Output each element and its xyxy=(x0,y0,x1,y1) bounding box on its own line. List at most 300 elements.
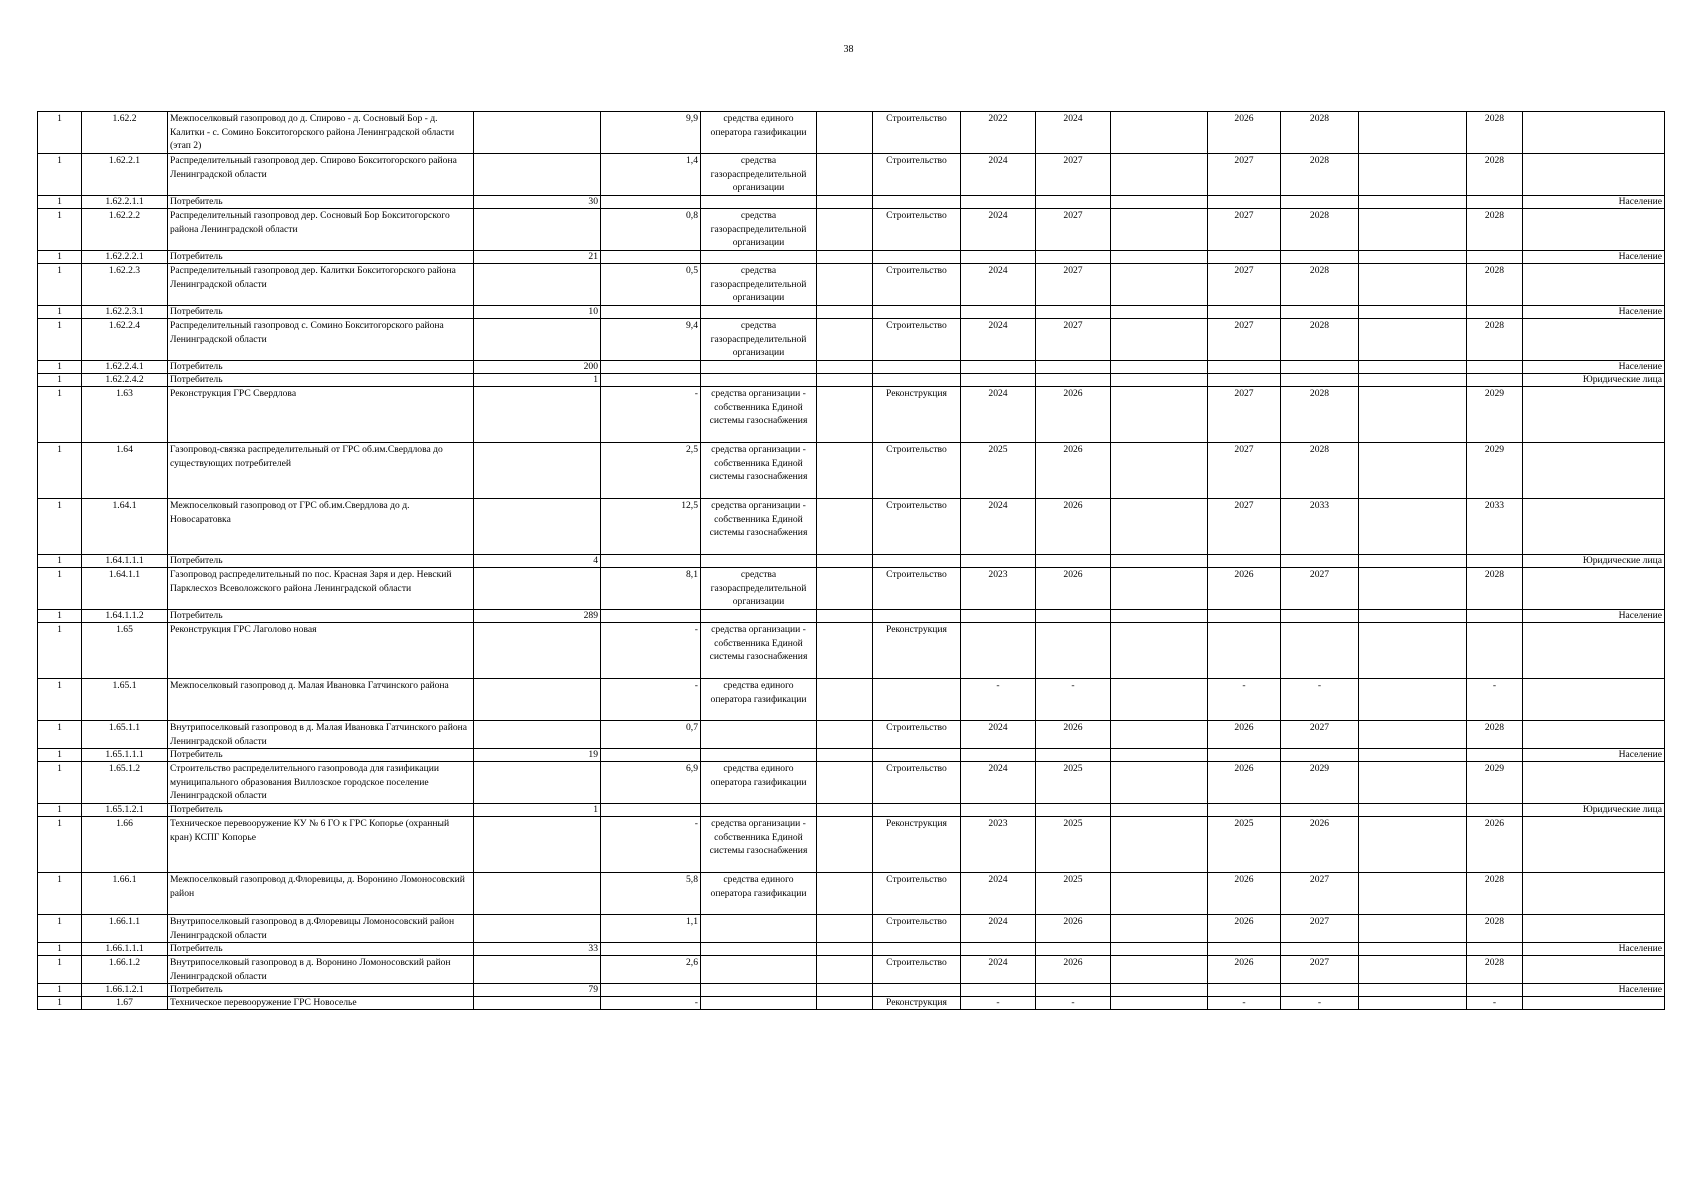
year-5: 2028 xyxy=(1467,721,1523,749)
row-code: 1.62.2 xyxy=(82,112,168,154)
row-code: 1.62.2.4.2 xyxy=(82,374,168,387)
year-end: 2026 xyxy=(1036,387,1111,443)
consumer-count xyxy=(474,873,601,915)
work-type xyxy=(873,679,961,721)
empty-cell xyxy=(817,817,873,873)
work-type: Строительство xyxy=(873,264,961,306)
object-name: Потребитель xyxy=(168,804,474,817)
funding-source xyxy=(701,943,817,956)
row-number: 1 xyxy=(38,721,82,749)
empty-cell xyxy=(1359,623,1467,679)
year-end: - xyxy=(1036,679,1111,721)
year-4: - xyxy=(1281,997,1359,1010)
year-start: - xyxy=(961,679,1036,721)
work-type xyxy=(873,555,961,568)
year-start: 2023 xyxy=(961,817,1036,873)
work-type: Строительство xyxy=(873,956,961,984)
empty-cell xyxy=(817,443,873,499)
object-name: Межпоселковый газопровод от ГРС об.им.Свердлова до д. Новосаратовка xyxy=(168,499,474,555)
row-code: 1.66.1.1.1 xyxy=(82,943,168,956)
pipeline-length: - xyxy=(601,623,701,679)
table-row xyxy=(38,319,1665,361)
table-row xyxy=(38,499,1665,555)
table-row xyxy=(38,154,1665,196)
consumer-count: 1 xyxy=(474,804,601,817)
year-start: 2024 xyxy=(961,915,1036,943)
empty-cell xyxy=(1359,873,1467,915)
row-number: 1 xyxy=(38,374,82,387)
work-type: Строительство xyxy=(873,154,961,196)
empty-cell xyxy=(1359,568,1467,610)
year-5 xyxy=(1467,196,1523,209)
table-row xyxy=(38,873,1665,915)
year-5: 2028 xyxy=(1467,264,1523,306)
funding-source: средства единого оператора газификации xyxy=(701,679,817,721)
empty-cell xyxy=(1111,112,1208,154)
empty-cell xyxy=(1111,956,1208,984)
row-code: 1.64 xyxy=(82,443,168,499)
consumer-category xyxy=(1523,721,1665,749)
row-code: 1.66.1.2.1 xyxy=(82,984,168,997)
year-3 xyxy=(1208,361,1281,374)
empty-cell xyxy=(1111,997,1208,1010)
object-name: Потребитель xyxy=(168,374,474,387)
year-3: 2027 xyxy=(1208,387,1281,443)
row-code: 1.62.2.1.1 xyxy=(82,196,168,209)
year-3: 2027 xyxy=(1208,499,1281,555)
consumer-category xyxy=(1523,956,1665,984)
work-type xyxy=(873,749,961,762)
table-row xyxy=(38,623,1665,679)
table-row xyxy=(38,251,1665,264)
year-end xyxy=(1036,361,1111,374)
row-number: 1 xyxy=(38,251,82,264)
year-end: 2025 xyxy=(1036,762,1111,804)
empty-cell xyxy=(817,873,873,915)
table-row xyxy=(38,762,1665,804)
empty-cell xyxy=(1359,943,1467,956)
work-type xyxy=(873,251,961,264)
empty-cell xyxy=(1359,679,1467,721)
empty-cell xyxy=(1359,555,1467,568)
consumer-category xyxy=(1523,387,1665,443)
empty-cell xyxy=(1111,721,1208,749)
funding-source: средства единого оператора газификации xyxy=(701,873,817,915)
row-number: 1 xyxy=(38,956,82,984)
empty-cell xyxy=(817,804,873,817)
object-name: Межпоселковый газопровод д.Флоревицы, д. Воронино Ломоносовский район xyxy=(168,873,474,915)
consumer-count xyxy=(474,997,601,1010)
year-5 xyxy=(1467,623,1523,679)
row-number: 1 xyxy=(38,679,82,721)
year-start: - xyxy=(961,997,1036,1010)
object-name: Реконструкция ГРС Лаголово новая xyxy=(168,623,474,679)
year-3 xyxy=(1208,610,1281,623)
row-number: 1 xyxy=(38,555,82,568)
table-row xyxy=(38,264,1665,306)
year-4: 2028 xyxy=(1281,319,1359,361)
year-4 xyxy=(1281,306,1359,319)
year-5 xyxy=(1467,749,1523,762)
year-3 xyxy=(1208,749,1281,762)
year-5 xyxy=(1467,555,1523,568)
pipeline-length: - xyxy=(601,387,701,443)
empty-cell xyxy=(817,112,873,154)
year-4 xyxy=(1281,749,1359,762)
object-name: Строительство распределительного газопровода для газификации муниципального образования Виллозское городское поселение Ленинградской области xyxy=(168,762,474,804)
year-4 xyxy=(1281,984,1359,997)
table-row xyxy=(38,956,1665,984)
funding-source xyxy=(701,196,817,209)
consumer-count xyxy=(474,387,601,443)
funding-source: средства газораспределительной организации xyxy=(701,568,817,610)
consumer-category: Население xyxy=(1523,749,1665,762)
empty-cell xyxy=(1359,443,1467,499)
table-row xyxy=(38,196,1665,209)
year-4: 2027 xyxy=(1281,721,1359,749)
object-name: Распределительный газопровод дер. Калитки Бокситогорского района Ленинградской области xyxy=(168,264,474,306)
consumer-category: Юридические лица xyxy=(1523,555,1665,568)
year-end: 2026 xyxy=(1036,443,1111,499)
year-5: 2029 xyxy=(1467,387,1523,443)
object-name: Межпоселковый газопровод до д. Спирово - д. Сосновый Бор - д. Калитки - с. Сомино Бокситогорского района Ленинградской области (этап 2) xyxy=(168,112,474,154)
year-4 xyxy=(1281,374,1359,387)
row-number: 1 xyxy=(38,499,82,555)
consumer-count: 200 xyxy=(474,361,601,374)
year-start: 2024 xyxy=(961,387,1036,443)
table-row xyxy=(38,749,1665,762)
pipeline-length xyxy=(601,306,701,319)
year-3 xyxy=(1208,374,1281,387)
row-number: 1 xyxy=(38,817,82,873)
consumer-count xyxy=(474,679,601,721)
row-code: 1.65.1.2 xyxy=(82,762,168,804)
work-type: Строительство xyxy=(873,209,961,251)
empty-cell xyxy=(1111,984,1208,997)
pipeline-length: 9,4 xyxy=(601,319,701,361)
consumer-category xyxy=(1523,154,1665,196)
year-4 xyxy=(1281,943,1359,956)
empty-cell xyxy=(1111,387,1208,443)
year-5: 2028 xyxy=(1467,319,1523,361)
work-type: Реконструкция xyxy=(873,387,961,443)
table-row xyxy=(38,915,1665,943)
year-4 xyxy=(1281,196,1359,209)
year-5: 2028 xyxy=(1467,112,1523,154)
row-number: 1 xyxy=(38,196,82,209)
funding-source xyxy=(701,984,817,997)
year-4 xyxy=(1281,555,1359,568)
year-3 xyxy=(1208,196,1281,209)
work-type xyxy=(873,804,961,817)
year-start xyxy=(961,623,1036,679)
work-type xyxy=(873,943,961,956)
consumer-category xyxy=(1523,319,1665,361)
year-5: 2026 xyxy=(1467,817,1523,873)
object-name: Газопровод распределительный по пос. Красная Заря и дер. Невский Парклесхоз Всеволожского района Ленинградской области xyxy=(168,568,474,610)
consumer-count xyxy=(474,319,601,361)
row-code: 1.62.2.3.1 xyxy=(82,306,168,319)
year-3: - xyxy=(1208,997,1281,1010)
year-end: 2027 xyxy=(1036,264,1111,306)
year-end: 2027 xyxy=(1036,154,1111,196)
table-row xyxy=(38,112,1665,154)
pipeline-length: 12,5 xyxy=(601,499,701,555)
consumer-category xyxy=(1523,443,1665,499)
year-3 xyxy=(1208,804,1281,817)
year-start: 2024 xyxy=(961,721,1036,749)
year-3 xyxy=(1208,555,1281,568)
table-row xyxy=(38,943,1665,956)
funding-source xyxy=(701,721,817,749)
empty-cell xyxy=(1359,251,1467,264)
year-5: 2028 xyxy=(1467,915,1523,943)
year-5: 2029 xyxy=(1467,443,1523,499)
funding-source xyxy=(701,361,817,374)
object-name: Техническое перевооружение КУ № 6 ГО к ГРС Копорье (охранный кран) КСПГ Копорье xyxy=(168,817,474,873)
work-type xyxy=(873,984,961,997)
year-end xyxy=(1036,196,1111,209)
row-code: 1.66.1.1 xyxy=(82,915,168,943)
pipeline-length xyxy=(601,361,701,374)
empty-cell xyxy=(817,319,873,361)
year-5 xyxy=(1467,361,1523,374)
consumer-category: Юридические лица xyxy=(1523,804,1665,817)
empty-cell xyxy=(1111,749,1208,762)
consumer-category xyxy=(1523,499,1665,555)
object-name: Распределительный газопровод дер. Сосновый Бор Бокситогорского района Ленинградской области xyxy=(168,209,474,251)
funding-source: средства газораспределительной организации xyxy=(701,209,817,251)
funding-source: средства организации - собственника Единой системы газоснабжения xyxy=(701,817,817,873)
pipeline-length: 5,8 xyxy=(601,873,701,915)
table-row xyxy=(38,443,1665,499)
empty-cell xyxy=(817,762,873,804)
empty-cell xyxy=(1359,319,1467,361)
empty-cell xyxy=(1359,387,1467,443)
row-number: 1 xyxy=(38,209,82,251)
work-type: Строительство xyxy=(873,873,961,915)
pipeline-length: 9,9 xyxy=(601,112,701,154)
table-row xyxy=(38,817,1665,873)
year-3: 2027 xyxy=(1208,154,1281,196)
consumer-count xyxy=(474,443,601,499)
table-row xyxy=(38,679,1665,721)
empty-cell xyxy=(817,196,873,209)
empty-cell xyxy=(1111,623,1208,679)
year-3: 2025 xyxy=(1208,817,1281,873)
pipeline-length: - xyxy=(601,817,701,873)
year-4 xyxy=(1281,610,1359,623)
funding-source: средства организации - собственника Единой системы газоснабжения xyxy=(701,443,817,499)
year-3: 2026 xyxy=(1208,915,1281,943)
funding-source xyxy=(701,555,817,568)
consumer-count: 4 xyxy=(474,555,601,568)
object-name: Потребитель xyxy=(168,251,474,264)
consumer-category: Население xyxy=(1523,943,1665,956)
empty-cell xyxy=(1359,499,1467,555)
year-start xyxy=(961,251,1036,264)
empty-cell xyxy=(1359,361,1467,374)
empty-cell xyxy=(817,209,873,251)
year-5: 2028 xyxy=(1467,568,1523,610)
empty-cell xyxy=(817,499,873,555)
empty-cell xyxy=(1359,112,1467,154)
object-name: Газопровод-связка распределительный от ГРС об.им.Свердлова до существующих потребителей xyxy=(168,443,474,499)
consumer-category xyxy=(1523,679,1665,721)
year-end: 2026 xyxy=(1036,956,1111,984)
empty-cell xyxy=(1111,817,1208,873)
pipeline-length: 6,9 xyxy=(601,762,701,804)
year-end xyxy=(1036,374,1111,387)
row-code: 1.65.1.2.1 xyxy=(82,804,168,817)
empty-cell xyxy=(817,943,873,956)
row-code: 1.66.1.2 xyxy=(82,956,168,984)
funding-source: средства газораспределительной организации xyxy=(701,154,817,196)
work-type xyxy=(873,306,961,319)
object-name: Техническое перевооружение ГРС Новоселье xyxy=(168,997,474,1010)
year-end: 2027 xyxy=(1036,209,1111,251)
year-start: 2023 xyxy=(961,568,1036,610)
object-name: Потребитель xyxy=(168,361,474,374)
consumer-category xyxy=(1523,873,1665,915)
year-5 xyxy=(1467,251,1523,264)
row-code: 1.64.1.1 xyxy=(82,568,168,610)
row-number: 1 xyxy=(38,762,82,804)
empty-cell xyxy=(817,997,873,1010)
year-start: 2024 xyxy=(961,499,1036,555)
year-3: - xyxy=(1208,679,1281,721)
funding-source: средства единого оператора газификации xyxy=(701,112,817,154)
row-code: 1.65 xyxy=(82,623,168,679)
year-4: 2027 xyxy=(1281,873,1359,915)
year-end xyxy=(1036,555,1111,568)
year-end xyxy=(1036,610,1111,623)
year-3 xyxy=(1208,306,1281,319)
empty-cell xyxy=(1111,319,1208,361)
consumer-category xyxy=(1523,623,1665,679)
consumer-count: 33 xyxy=(474,943,601,956)
year-3: 2027 xyxy=(1208,209,1281,251)
year-4: 2033 xyxy=(1281,499,1359,555)
year-start xyxy=(961,361,1036,374)
row-code: 1.65.1 xyxy=(82,679,168,721)
year-4 xyxy=(1281,361,1359,374)
empty-cell xyxy=(817,915,873,943)
empty-cell xyxy=(1111,196,1208,209)
year-3: 2027 xyxy=(1208,264,1281,306)
year-start: 2024 xyxy=(961,956,1036,984)
year-start xyxy=(961,984,1036,997)
row-number: 1 xyxy=(38,306,82,319)
pipeline-length xyxy=(601,610,701,623)
empty-cell xyxy=(817,264,873,306)
row-number: 1 xyxy=(38,154,82,196)
year-3: 2026 xyxy=(1208,956,1281,984)
object-name: Потребитель xyxy=(168,943,474,956)
empty-cell xyxy=(1111,209,1208,251)
empty-cell xyxy=(1359,374,1467,387)
empty-cell xyxy=(1359,817,1467,873)
year-3 xyxy=(1208,251,1281,264)
year-end xyxy=(1036,749,1111,762)
empty-cell xyxy=(1111,264,1208,306)
row-number: 1 xyxy=(38,984,82,997)
row-code: 1.64.1 xyxy=(82,499,168,555)
consumer-category: Население xyxy=(1523,984,1665,997)
empty-cell xyxy=(1359,997,1467,1010)
consumer-count xyxy=(474,762,601,804)
year-3: 2026 xyxy=(1208,762,1281,804)
consumer-count xyxy=(474,956,601,984)
pipeline-length: 1,4 xyxy=(601,154,701,196)
pipeline-length: 0,5 xyxy=(601,264,701,306)
funding-source xyxy=(701,915,817,943)
year-end: 2024 xyxy=(1036,112,1111,154)
consumer-category xyxy=(1523,568,1665,610)
work-type: Строительство xyxy=(873,499,961,555)
year-start xyxy=(961,555,1036,568)
consumer-category xyxy=(1523,209,1665,251)
table-row xyxy=(38,209,1665,251)
empty-cell xyxy=(1359,264,1467,306)
pipeline-length: 8,1 xyxy=(601,568,701,610)
work-type: Строительство xyxy=(873,443,961,499)
pipeline-length xyxy=(601,749,701,762)
empty-cell xyxy=(817,555,873,568)
pipeline-length xyxy=(601,374,701,387)
consumer-count xyxy=(474,209,601,251)
year-3 xyxy=(1208,943,1281,956)
year-4: 2026 xyxy=(1281,817,1359,873)
year-start xyxy=(961,804,1036,817)
table-row xyxy=(38,804,1665,817)
year-5: 2028 xyxy=(1467,956,1523,984)
year-3: 2026 xyxy=(1208,873,1281,915)
pipeline-length: 0,7 xyxy=(601,721,701,749)
year-4 xyxy=(1281,804,1359,817)
empty-cell xyxy=(1359,749,1467,762)
row-number: 1 xyxy=(38,387,82,443)
gas-pipeline-table xyxy=(37,111,1665,1010)
pipeline-length: 2,6 xyxy=(601,956,701,984)
empty-cell xyxy=(1111,361,1208,374)
year-start xyxy=(961,943,1036,956)
year-5 xyxy=(1467,306,1523,319)
table-row xyxy=(38,306,1665,319)
year-end: - xyxy=(1036,997,1111,1010)
pipeline-length: - xyxy=(601,679,701,721)
empty-cell xyxy=(817,568,873,610)
object-name: Потребитель xyxy=(168,306,474,319)
funding-source: средства единого оператора газификации xyxy=(701,762,817,804)
year-5 xyxy=(1467,984,1523,997)
pipeline-length: - xyxy=(601,997,701,1010)
row-number: 1 xyxy=(38,319,82,361)
consumer-count: 79 xyxy=(474,984,601,997)
row-code: 1.66 xyxy=(82,817,168,873)
consumer-count xyxy=(474,623,601,679)
year-end: 2025 xyxy=(1036,817,1111,873)
consumer-count xyxy=(474,915,601,943)
year-end: 2026 xyxy=(1036,499,1111,555)
consumer-category: Население xyxy=(1523,196,1665,209)
pipeline-length: 0,8 xyxy=(601,209,701,251)
consumer-count: 30 xyxy=(474,196,601,209)
year-end: 2027 xyxy=(1036,319,1111,361)
year-end xyxy=(1036,943,1111,956)
empty-cell xyxy=(1359,196,1467,209)
object-name: Распределительный газопровод с. Сомино Бокситогорского района Ленинградской области xyxy=(168,319,474,361)
